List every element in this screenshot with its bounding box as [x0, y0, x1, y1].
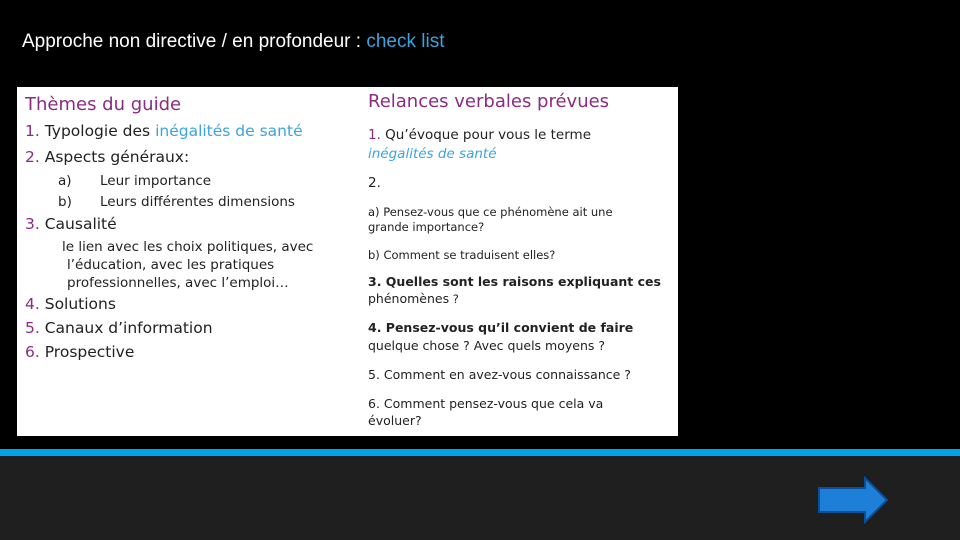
prompt-1: 1. Qu’évoque pour vous le terme	[368, 127, 592, 143]
verbal-prompts-heading: Relances verbales prévues	[368, 91, 610, 112]
theme-item-6: 6. Prospective	[25, 343, 135, 361]
theme-item-5: 5. Canaux d’information	[25, 319, 213, 337]
next-slide-button[interactable]	[815, 475, 891, 525]
guide-themes-heading: Thèmes du guide	[25, 94, 182, 115]
slide-title	[22, 31, 444, 53]
theme-item-3-detail-2: l’éducation, avec les pratiques	[67, 257, 275, 273]
prompt-4-line-2: quelque chose ? Avec quels moyens ?	[368, 338, 605, 353]
prompt-6-line-1: 6. Comment pensez-vous que cela va	[368, 396, 604, 411]
slide-title-accent: check list	[366, 31, 445, 52]
theme-item-2: 2. Aspects généraux:	[25, 148, 190, 166]
theme-item-3-detail-3: professionnelles, avec l’emploi…	[67, 275, 289, 291]
checklist-image	[17, 87, 678, 436]
prompt-2a-line-1: a) Pensez-vous que ce phénomène ait une	[368, 205, 613, 219]
prompt-4-line-1: 4. Pensez-vous qu’il convient de faire	[368, 320, 634, 335]
theme-item-1: 1. Typologie des inégalités de santé	[25, 122, 303, 140]
footer-accent-line	[0, 449, 960, 456]
slide-title-text: Approche non directive / en profondeur :	[22, 31, 367, 52]
prompt-2-number: 2.	[368, 175, 381, 191]
theme-item-3: 3. Causalité	[25, 215, 117, 233]
prompt-1-highlight: inégalités de santé	[368, 146, 497, 162]
theme-item-3-detail-1: le lien avec les choix politiques, avec	[62, 239, 314, 255]
theme-item-2b: b) Leurs différentes dimensions	[58, 194, 295, 210]
prompt-3-line-1: 3. Quelles sont les raisons expliquant ces	[368, 274, 661, 289]
next-arrow-icon	[815, 475, 891, 525]
theme-item-4: 4. Solutions	[25, 295, 116, 313]
prompt-2a-line-2: grande importance?	[368, 220, 485, 234]
theme-item-2a: a) Leur importance	[58, 173, 212, 189]
prompt-2b: b) Comment se traduisent elles?	[368, 248, 556, 262]
prompt-5: 5. Comment en avez-vous connaissance ?	[368, 367, 631, 382]
prompt-6-line-2: évoluer?	[368, 413, 422, 428]
prompt-3-line-2: phénomènes ?	[368, 291, 459, 306]
